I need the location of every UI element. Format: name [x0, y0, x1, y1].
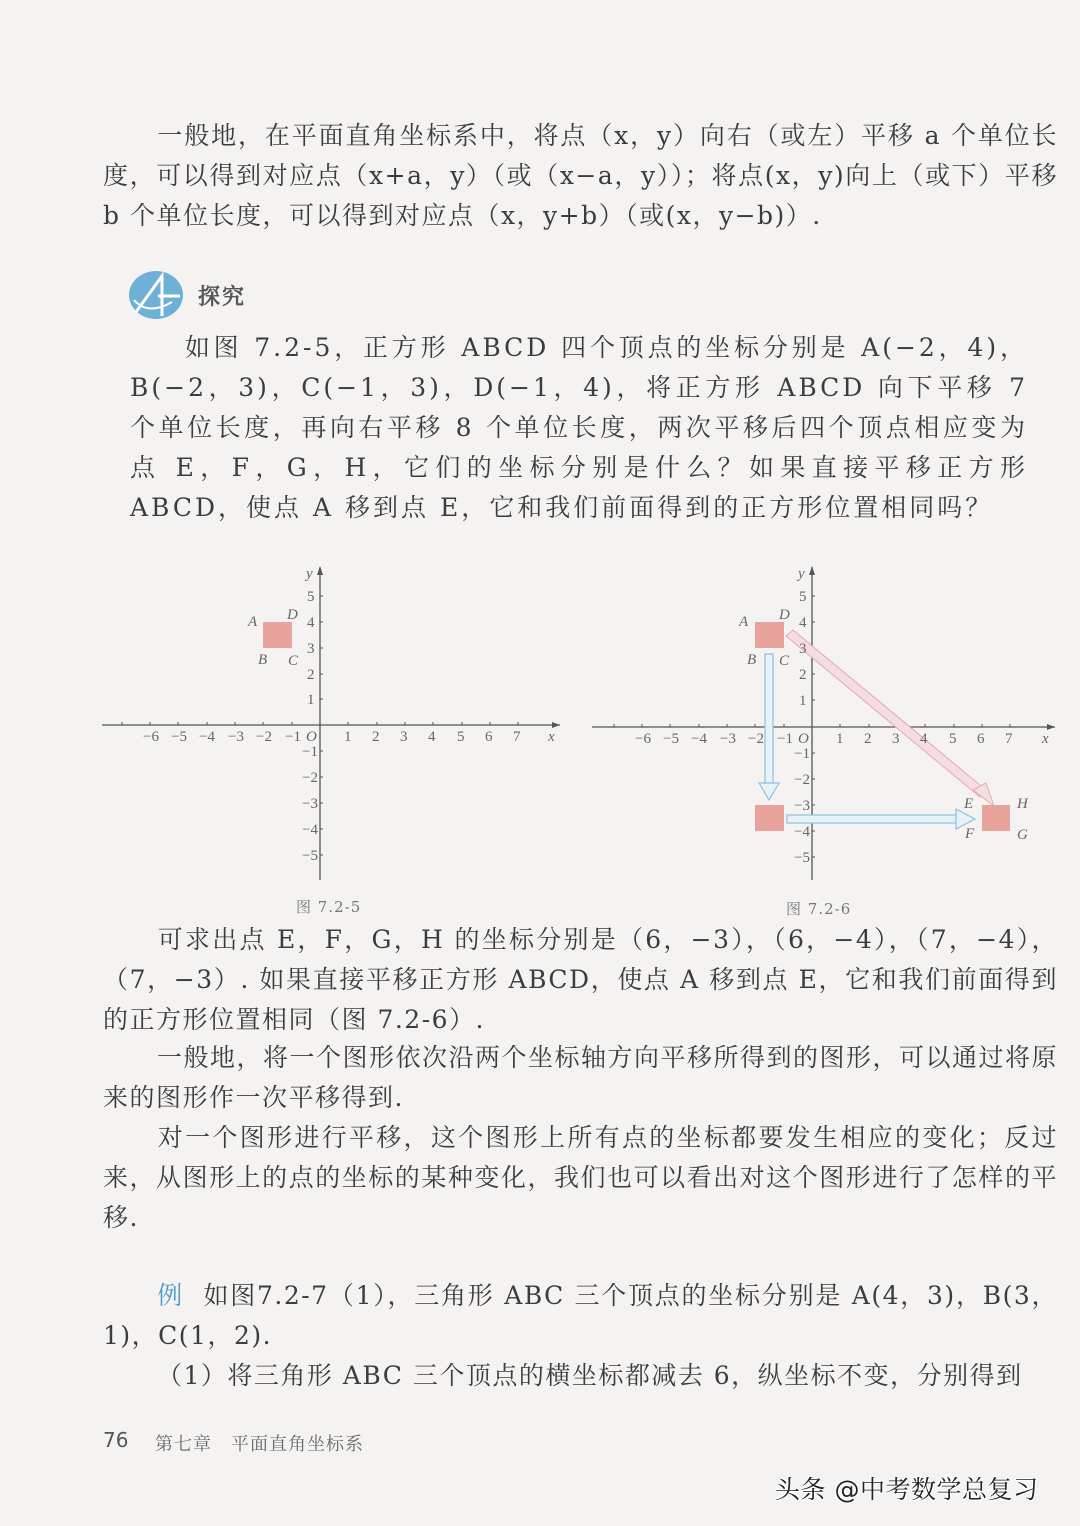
- svg-text:−6: −6: [635, 731, 651, 747]
- svg-text:3: 3: [400, 729, 408, 745]
- svg-text:A: A: [248, 614, 258, 630]
- svg-text:−3: −3: [228, 729, 244, 745]
- square-efgh: [982, 805, 1010, 831]
- svg-text:−3: −3: [720, 731, 736, 747]
- svg-text:5: 5: [949, 731, 957, 747]
- svg-text:1: 1: [344, 729, 352, 745]
- svg-text:−2: −2: [748, 731, 764, 747]
- svg-text:2: 2: [372, 729, 380, 745]
- explore-header: [128, 270, 246, 320]
- figure-caption-7-2-6: 图 7.2-6: [786, 900, 852, 918]
- svg-text:1: 1: [799, 693, 807, 709]
- square-abcd: [263, 622, 292, 648]
- svg-text:7: 7: [1005, 731, 1013, 747]
- svg-text:−1: −1: [285, 729, 301, 745]
- explore-title: 探究: [198, 284, 247, 310]
- svg-text:−5: −5: [663, 731, 679, 747]
- svg-text:G: G: [1017, 827, 1028, 843]
- svg-text:−6: −6: [143, 729, 159, 745]
- svg-text:3: 3: [799, 641, 807, 657]
- svg-text:5: 5: [457, 729, 465, 745]
- svg-text:3: 3: [307, 641, 315, 657]
- svg-text:4: 4: [920, 731, 928, 747]
- svg-text:−3: −3: [794, 798, 810, 814]
- svg-text:−2: −2: [794, 772, 810, 788]
- svg-text:C: C: [288, 653, 299, 669]
- svg-text:−4: −4: [691, 731, 707, 747]
- svg-text:−1: −1: [794, 746, 810, 762]
- svg-text:D: D: [779, 607, 790, 623]
- answer-paragraph: 可求出点 E，F，G，H 的坐标分别是（6，−3），（6，−4），（7，−4），（7，−3）. 如果直接平移正方形 ABCD，使点 A 移到点 E，它和我们前面得到的正方形位置相同（图 7.2-6）.: [103, 925, 1058, 1034]
- square-abcd: [755, 622, 784, 648]
- svg-text:x: x: [1042, 731, 1049, 747]
- page-number: 76: [103, 1428, 129, 1452]
- svg-text:D: D: [287, 607, 298, 623]
- svg-text:y: y: [798, 566, 805, 582]
- general-rule-paragraph: 一般地，在平面直角坐标系中，将点（x，y）向右（或左）平移 a 个单位长度，可以得到对应点（x+a，y）（或（x−a，y））；将点(x，y)向上（或下）平移 b 个单位长度，可以得到对应点（x，y+b）（或(x，y−b)）.: [103, 121, 1058, 230]
- right-translation-arrow: [787, 809, 975, 829]
- svg-text:1: 1: [836, 731, 844, 747]
- general-paragraph-3: 对一个图形进行平移，这个图形上所有点的坐标都要发生相应的变化；反过来，从图形上的点的坐标的某种变化，我们也可以看出对这个图形进行了怎样的平移.: [103, 1123, 1058, 1232]
- svg-text:F: F: [965, 826, 975, 842]
- svg-text:C: C: [779, 653, 790, 669]
- svg-text:−4: −4: [199, 729, 215, 745]
- svg-text:4: 4: [799, 615, 807, 631]
- svg-text:O: O: [798, 731, 809, 747]
- svg-text:2: 2: [307, 667, 315, 683]
- svg-text:5: 5: [799, 589, 807, 605]
- svg-text:5: 5: [307, 589, 315, 605]
- svg-text:−3: −3: [302, 796, 318, 812]
- svg-text:y: y: [306, 566, 313, 582]
- chapter-title: 第七章 平面直角坐标系: [155, 1434, 364, 1455]
- figure-7-2-5-graph: [100, 560, 570, 880]
- example-label: 例: [157, 1281, 185, 1310]
- svg-text:2: 2: [864, 731, 872, 747]
- svg-text:4: 4: [428, 729, 436, 745]
- svg-text:7: 7: [513, 729, 521, 745]
- svg-text:−4: −4: [794, 824, 810, 840]
- svg-text:4: 4: [307, 615, 315, 631]
- svg-text:A: A: [739, 614, 749, 630]
- svg-text:3: 3: [892, 731, 900, 747]
- watermark: 头条 @中考数学总复习: [775, 1475, 1039, 1504]
- svg-text:E: E: [964, 796, 974, 812]
- svg-text:x: x: [548, 729, 555, 745]
- svg-text:B: B: [258, 652, 268, 668]
- figure-caption-7-2-5: 图 7.2-5: [296, 898, 362, 916]
- svg-text:1: 1: [307, 692, 315, 708]
- explore-badge-icon: [128, 270, 184, 320]
- svg-text:−1: −1: [777, 731, 793, 747]
- svg-text:−2: −2: [256, 729, 272, 745]
- explore-paragraph: 如图 7.2-5，正方形 ABCD 四个顶点的坐标分别是 A(−2，4)，B(−2，3)，C(−1，3)，D(−1，4)，将正方形 ABCD 向下平移 7 个单位长度，再向右平移 8 个单位长度，两次平移后四个顶点相应变为点 E，F，G，H，它们的坐标分别是什么？如果直接平移正方形 ABCD，使点 A 移到点 E，它和我们前面得到的正方形位置相同吗？: [130, 333, 1028, 522]
- svg-text:−2: −2: [302, 770, 318, 786]
- svg-text:−5: −5: [794, 850, 810, 866]
- svg-text:−1: −1: [302, 744, 318, 760]
- direct-translation-arrow: [786, 630, 994, 806]
- svg-text:O: O: [306, 729, 317, 745]
- figure-7-2-6-graph: [585, 560, 1060, 880]
- svg-text:B: B: [747, 652, 757, 668]
- svg-text:6: 6: [977, 731, 985, 747]
- svg-text:−5: −5: [302, 848, 318, 864]
- svg-text:6: 6: [485, 729, 493, 745]
- svg-text:H: H: [1017, 796, 1028, 812]
- svg-text:−4: −4: [302, 822, 318, 838]
- example-part-1: （1）将三角形 ABC 三个顶点的横坐标都减去 6，纵坐标不变，分别得到: [157, 1361, 1023, 1390]
- svg-text:2: 2: [799, 667, 807, 683]
- example-paragraph: 例 如图7.2-7（1），三角形 ABC 三个顶点的坐标分别是 A(4，3)，B(3，1)，C(1，2).: [103, 1281, 1058, 1350]
- square-intermediate: [755, 805, 784, 831]
- svg-text:−5: −5: [171, 729, 187, 745]
- general-paragraph-2: 一般地，将一个图形依次沿两个坐标轴方向平移所得到的图形，可以通过将原来的图形作一次平移得到.: [103, 1043, 1059, 1112]
